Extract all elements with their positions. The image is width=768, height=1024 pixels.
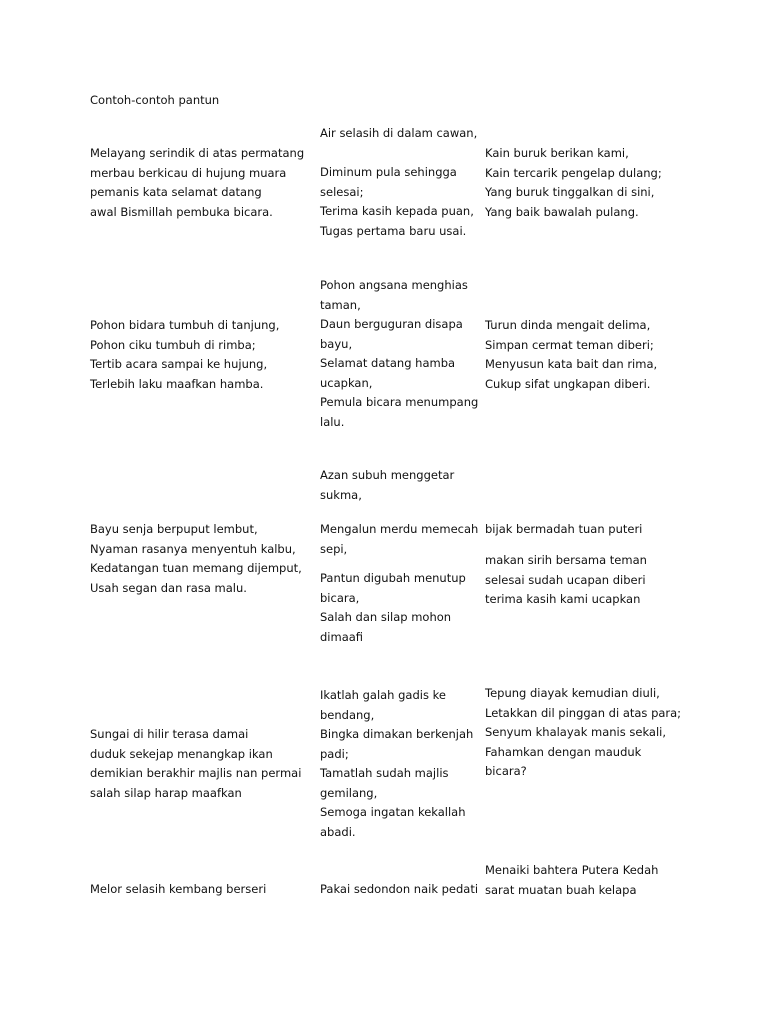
pantun-row4-col1: Sungai di hilir terasa damai duduk sekejap menangkap ikan demikian berakhir majlis nan permai salah silap harap maafkan (90, 727, 302, 800)
pantun-row3-col2c: Pantun digubah menutup bicara, Salah dan silap mohon dimaafi (320, 571, 466, 644)
pantun-row4-col3: Tepung diayak kemudian diuli, Letakkan dil pinggan di atas para; Senyum khalayak manis sekali, Fahamkan dengan mauduk bicara? (485, 686, 682, 778)
pantun-row2-col1: Pohon bidara tumbuh di tanjung, Pohon ciku tumbuh di rimba; Tertib acara sampai ke hujung, Terlebih laku maafkan hamba. (90, 318, 280, 391)
pantun-row2-col3: Turun dinda mengait delima, Simpan cermat teman diberi; Menyusun kata bait dan rima, Cukup sifat ungkapan diberi. (485, 318, 658, 391)
pantun-row3-col3b: makan sirih bersama teman selesai sudah ucapan diberi terima kasih kami ucapkan (485, 553, 647, 606)
document-title: Contoh-contoh pantun (90, 93, 220, 107)
pantun-row4-col2: Ikatlah galah gadis ke bendang, Bingka dimakan berkenjah padi; Tamatlah sudah majlis gemilang, Semoga ingatan kekallah abadi. (320, 688, 474, 839)
pantun-row3-col1: Bayu senja berpuput lembut, Nyaman rasanya menyentuh kalbu, Kedatangan tuan memang dijemput, Usah segan dan rasa malu. (90, 522, 302, 595)
pantun-row1-col1: Melayang serindik di atas permatang merbau berkicau di hujung muara pemanis kata selamat datang awal Bismillah pembuka bicara. (90, 146, 305, 219)
pantun-row2-col2: Pohon angsana menghias taman, Daun berguguran disapa bayu, Selamat datang hamba ucapkan, Pemula bicara menumpang lalu. (320, 278, 479, 429)
pantun-row1-col2: Air selasih di dalam cawan, Diminum pula sehingga selesai; Terima kasih kepada puan, Tugas pertama baru usai. (320, 126, 478, 238)
pantun-row5-col2: Pakai sedondon naik pedati (320, 882, 479, 896)
pantun-row3-col3a: bijak bermadah tuan puteri (485, 522, 643, 536)
pantun-row3-col2b: Mengalun merdu memecah sepi, (320, 522, 479, 556)
pantun-row1-col3: Kain buruk berikan kami, Kain tercarik pengelap dulang; Yang buruk tinggalkan di sini, Yang baik bawalah pulang. (485, 146, 662, 219)
pantun-row5-col3: Menaiki bahtera Putera Kedah sarat muatan buah kelapa (485, 863, 659, 897)
pantun-row3-col2a: Azan subuh menggetar sukma, (320, 468, 455, 502)
pantun-row5-col1: Melor selasih kembang berseri (90, 882, 267, 896)
